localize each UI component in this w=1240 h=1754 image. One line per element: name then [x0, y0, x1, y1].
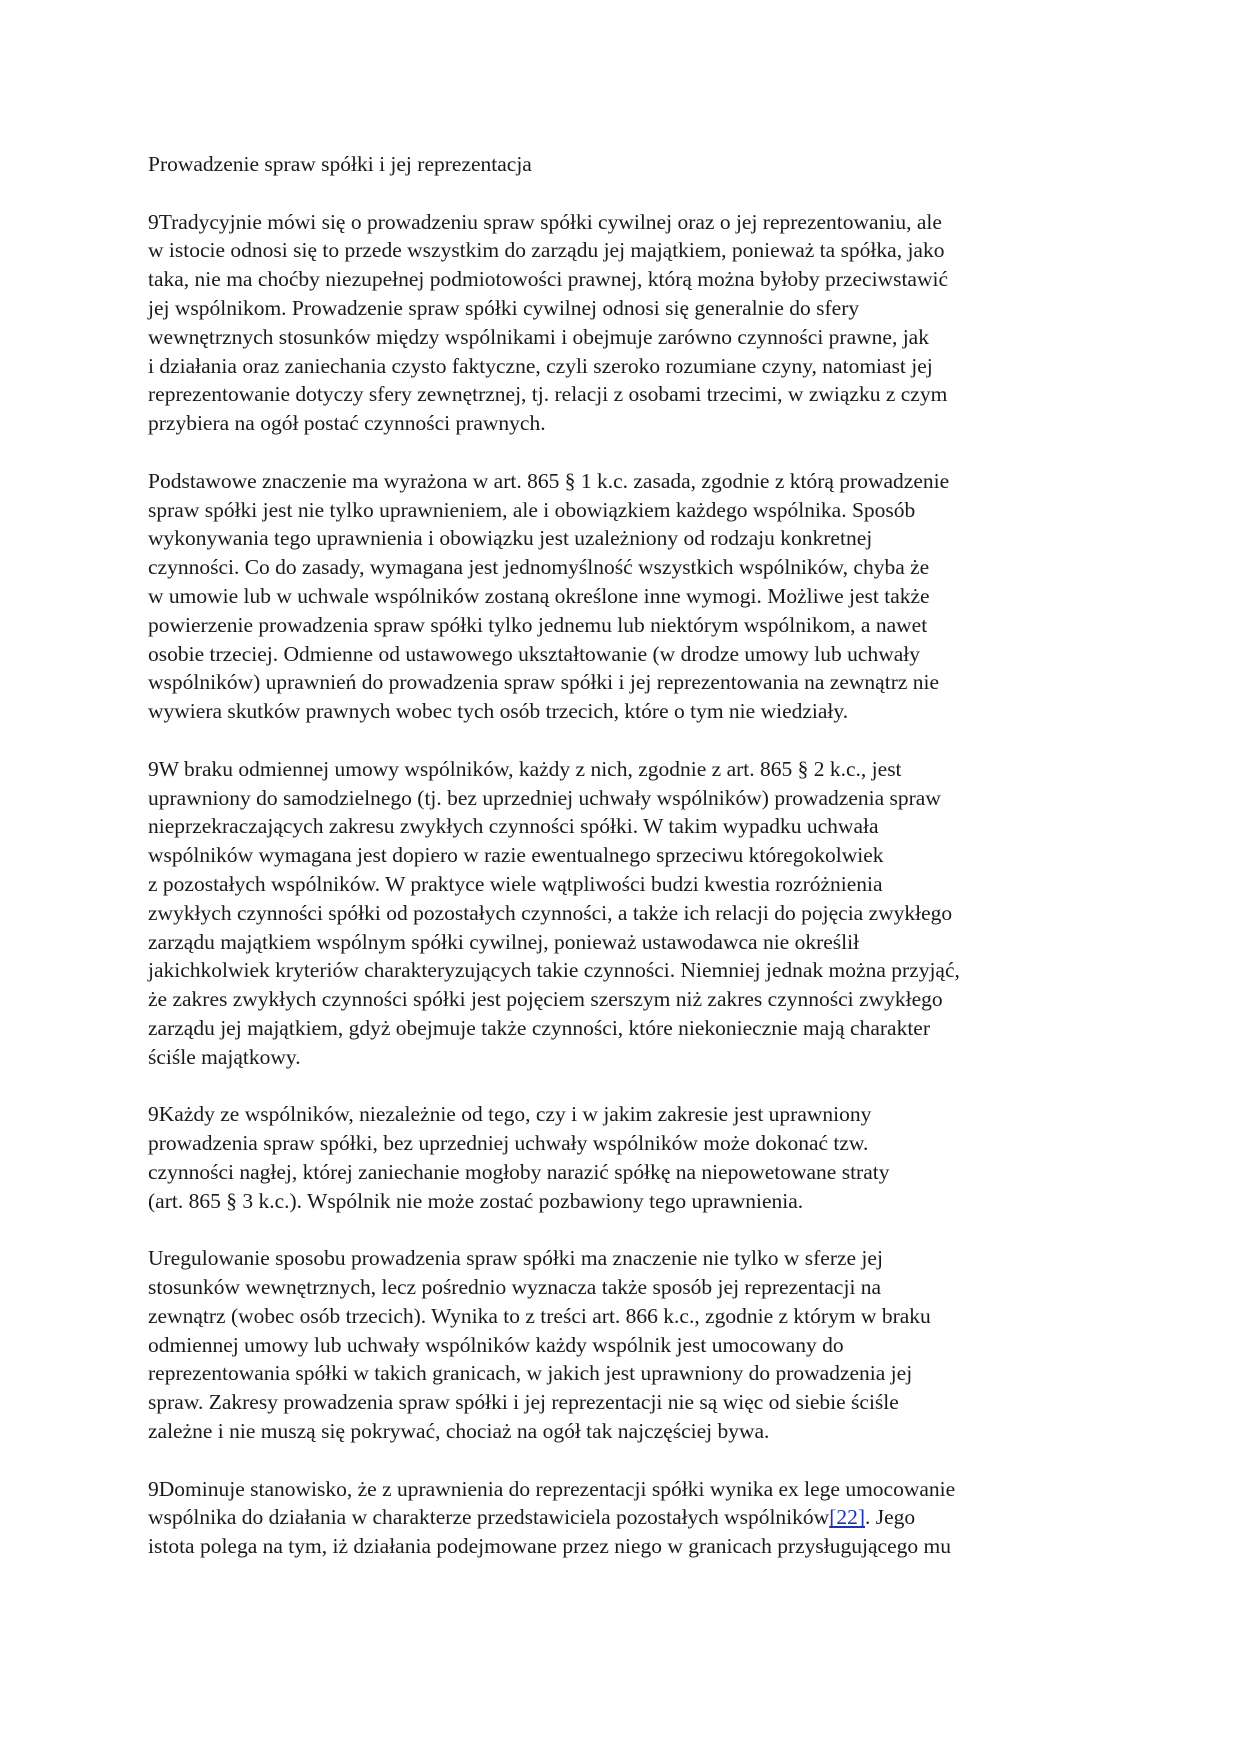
text-line: wewnętrznych stosunków między wspólnikami i obejmuje zarówno czynności prawne, jak: [148, 324, 929, 349]
text-line: z pozostałych wspólników. W praktyce wiele wątpliwości budzi kwestia rozróżnienia: [148, 871, 883, 896]
paragraph: [148, 755, 1108, 1072]
document-page: [148, 150, 1108, 1590]
paragraph: [148, 208, 1108, 438]
text-line: wspólników wymagana jest dopiero w razie ewentualnego sprzeciwu któregokolwiek: [148, 843, 884, 868]
text-line: 9W braku odmiennej umowy wspólników, każdy z nich, zgodnie z art. 865 § 2 k.c., jest: [148, 756, 902, 781]
text-line: w istocie odnosi się to przede wszystkim do zarządu jej majątkiem, ponieważ ta spółka, jako: [148, 238, 945, 263]
text-line: prowadzenia spraw spółki, bez uprzedniej uchwały wspólników może dokonać tzw.: [148, 1131, 869, 1156]
text-line: zarządu jej majątkiem, gdyż obejmuje także czynności, które niekoniecznie mają charakter: [148, 1015, 930, 1040]
text-line: [148, 1503, 1108, 1532]
text-line: (art. 865 § 3 k.c.). Wspólnik nie może zostać pozbawiony tego uprawnienia.: [148, 1188, 804, 1213]
text-line: nieprzekraczających zakresu zwykłych czynności spółki. W takim wypadku uchwała: [148, 814, 879, 839]
text-line: uprawniony do samodzielnego (tj. bez uprzedniej uchwały wspólników) prowadzenia spraw: [148, 785, 941, 810]
text-line: że zakres zwykłych czynności spółki jest pojęciem szerszym niż zakres czynności zwykłego: [148, 987, 943, 1012]
text-line: wywiera skutków prawnych wobec tych osób trzecich, które o tym nie wiedziały.: [148, 699, 849, 724]
text-line: jakichkolwiek kryteriów charakteryzujących takie czynności. Niemniej jednak można przyjąć,: [148, 958, 960, 983]
text-line: Podstawowe znaczenie ma wyrażona w art. 865 § 1 k.c. zasada, zgodnie z którą prowadzenie: [148, 468, 950, 493]
text-segment: wspólnika do działania w charakterze przedstawiciela pozostałych wspólników: [148, 1505, 830, 1530]
text-line: czynności. Co do zasady, wymagana jest jednomyślność wszystkich wspólników, chyba że: [148, 555, 930, 580]
text-line: spraw spółki jest nie tylko uprawnieniem, ale i obowiązkiem każdego wspólnika. Sposób: [148, 497, 916, 522]
footnote-link[interactable]: [22]: [829, 1505, 866, 1530]
text-line: przybiera na ogół postać czynności prawnych.: [148, 411, 546, 436]
document-title: Prowadzenie spraw spółki i jej reprezentacja: [148, 152, 532, 176]
text-segment: . Jego: [865, 1505, 916, 1530]
paragraph: [148, 467, 1108, 726]
text-line: stosunków wewnętrznych, lecz pośrednio wyznacza także sposób jej reprezentacji na: [148, 1275, 882, 1300]
text-line: Uregulowanie sposobu prowadzenia spraw spółki ma znaczenie nie tylko w sferze jej: [148, 1246, 883, 1271]
text-line: zarządu majątkiem wspólnym spółki cywilnej, ponieważ ustawodawca nie określił: [148, 929, 860, 954]
text-line: ściśle majątkowy.: [148, 1044, 301, 1069]
text-line: taka, nie ma choćby niezupełnej podmiotowości prawnej, którą można byłoby przeciwstawić: [148, 267, 949, 292]
text-line: odmiennej umowy lub uchwały wspólników każdy wspólnik jest umocowany do: [148, 1332, 844, 1357]
text-line: reprezentowanie dotyczy sfery zewnętrznej, tj. relacji z osobami trzecimi, w związku z czym: [148, 382, 948, 407]
text-line: 9Dominuje stanowisko, że z uprawnienia do reprezentacji spółki wynika ex lege umocowanie: [148, 1476, 956, 1501]
text-line: zależne i nie muszą się pokrywać, chociaż na ogół tak najczęściej bywa.: [148, 1419, 770, 1444]
text-line: wspólników) uprawnień do prowadzenia spraw spółki i jej reprezentowania na zewnątrz nie: [148, 670, 940, 695]
paragraph: [148, 1100, 1108, 1215]
text-line: reprezentowania spółki w takich granicach, w jakich jest uprawniony do prowadzenia jej: [148, 1361, 913, 1386]
text-line: powierzenie prowadzenia spraw spółki tylko jednemu lub niektórym wspólnikom, a nawet: [148, 612, 928, 637]
document-body: [148, 208, 1108, 1446]
text-line: wykonywania tego uprawnienia i obowiązku jest uzależniony od rodzaju konkretnej: [148, 526, 873, 551]
text-line: zewnątrz (wobec osób trzecich). Wynika to z treści art. 866 k.c., zgodnie z którym w braku: [148, 1303, 931, 1328]
text-line: jej wspólnikom. Prowadzenie spraw spółki cywilnej odnosi się generalnie do sfery: [148, 295, 860, 320]
text-line: spraw. Zakresy prowadzenia spraw spółki i jej reprezentacji nie są więc od siebie ściśle: [148, 1390, 899, 1415]
text-line: 9Tradycyjnie mówi się o prowadzeniu spraw spółki cywilnej oraz o jej reprezentowaniu, ale: [148, 209, 942, 234]
paragraph: [148, 1244, 1108, 1446]
text-line: istota polega na tym, iż działania podejmowane przez niego w granicach przysługującego mu: [148, 1534, 951, 1559]
text-line: zwykłych czynności spółki od pozostałych czynności, a także ich relacji do pojęcia zwykłego: [148, 900, 953, 925]
text-line: osobie trzeciej. Odmienne od ustawowego ukształtowanie (w drodze umowy lub uchwały: [148, 641, 920, 666]
text-line: w umowie lub w uchwale wspólników zostaną określone inne wymogi. Możliwe jest także: [148, 583, 930, 608]
paragraph-last: [148, 1475, 1108, 1561]
text-line: i działania oraz zaniechania czysto faktyczne, czyli szeroko rozumiane czyny, natomiast jej: [148, 353, 933, 378]
text-line: czynności nagłej, której zaniechanie mogłoby narazić spółkę na niepowetowane straty: [148, 1159, 890, 1184]
text-line: 9Każdy ze wspólników, niezależnie od tego, czy i w jakim zakresie jest uprawniony: [148, 1102, 872, 1127]
